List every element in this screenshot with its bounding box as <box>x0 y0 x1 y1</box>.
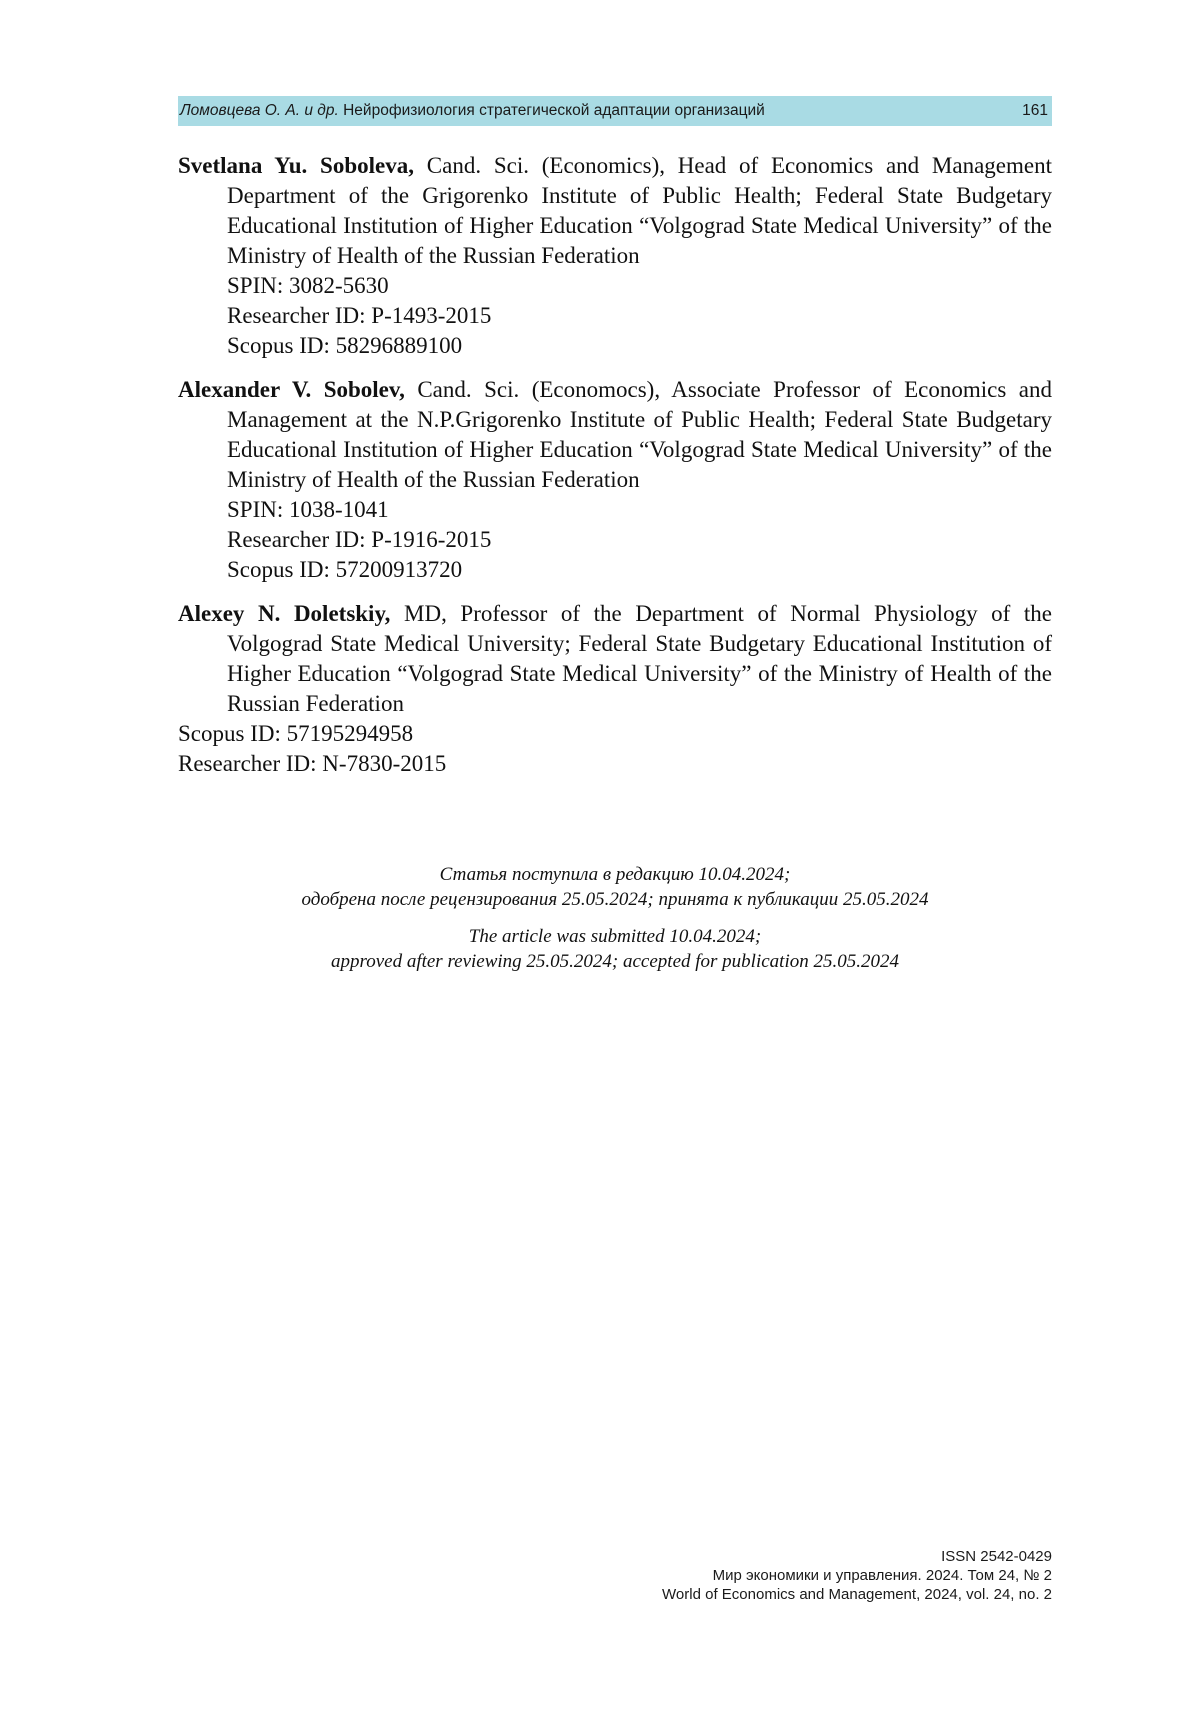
author-id: Researcher ID: P-1916-2015 <box>227 527 492 552</box>
running-header-title <box>180 102 765 120</box>
author-id: Researcher ID: P-1493-2015 <box>227 303 492 328</box>
issn: ISSN 2542-0429 <box>941 1548 1052 1565</box>
page-number: 161 <box>1022 102 1048 119</box>
date-line: одобрена после рецензирования 25.05.2024; принята к публикации 25.05.2024 <box>301 889 929 910</box>
author-entry <box>178 599 1052 779</box>
journal-citation-en: World of Economics and Management, 2024, vol. 24, no. 2 <box>662 1586 1052 1603</box>
author-entry <box>178 151 1052 361</box>
article-dates-ru <box>178 862 1052 912</box>
author-id: Researcher ID: N-7830-2015 <box>178 751 447 776</box>
article-dates-en <box>178 924 1052 974</box>
author-id: Scopus ID: 57195294958 <box>178 721 414 746</box>
date-line: approved after reviewing 25.05.2024; accepted for publication 25.05.2024 <box>331 951 899 972</box>
author-id: SPIN: 3082-5630 <box>227 273 389 298</box>
author-id: Scopus ID: 57200913720 <box>227 557 463 582</box>
author-name: Svetlana Yu. Soboleva, <box>178 153 414 178</box>
author-entry <box>178 375 1052 585</box>
author-affiliation: Cand. Sci. (Economics), Head of Economics and Management Department of the Grigorenko Institute of Public Health; Federal State Budgetary Educational Institution of Higher Education “Volgograd State Medical University” of the Ministry of Health of the Russian Federation <box>227 153 1052 268</box>
author-affiliation: MD, Professor of the Department of Normal Physiology of the Volgograd State Medical University; Federal State Budgetary Educational Institution of Higher Education “Volgograd State Medical University” of the Ministry of Health of the Russian Federation <box>227 601 1053 716</box>
header-article-title: Нейрофизиология стратегической адаптации организаций <box>343 102 765 119</box>
author-id: Scopus ID: 58296889100 <box>227 333 463 358</box>
date-line: The article was submitted 10.04.2024; <box>468 926 762 947</box>
journal-citation-ru: Мир экономики и управления. 2024. Том 24, № 2 <box>712 1567 1052 1584</box>
author-description-paragraph <box>178 599 1052 719</box>
date-line: Статья поступила в редакцию 10.04.2024; <box>439 864 791 885</box>
header-authors: Ломовцева О. А. и др. <box>180 102 339 119</box>
author-name: Alexey N. Doletskiy, <box>178 601 391 626</box>
author-affiliation: Cand. Sci. (Economocs), Associate Professor of Economics and Management at the N.P.Grigorenko Institute of Public Health; Federal State Budgetary Educational Institution of Higher Education “Volgograd State Medical University” of the Ministry of Health of the Russian Federation <box>227 377 1052 492</box>
journal-footer <box>662 1547 1052 1604</box>
author-description-paragraph <box>178 151 1052 271</box>
running-header <box>178 96 1052 126</box>
article-dates <box>178 862 1052 986</box>
author-id: SPIN: 1038-1041 <box>227 497 389 522</box>
author-information <box>178 151 1052 779</box>
author-name: Alexander V. Sobolev, <box>178 377 405 402</box>
author-description-paragraph <box>178 375 1052 495</box>
